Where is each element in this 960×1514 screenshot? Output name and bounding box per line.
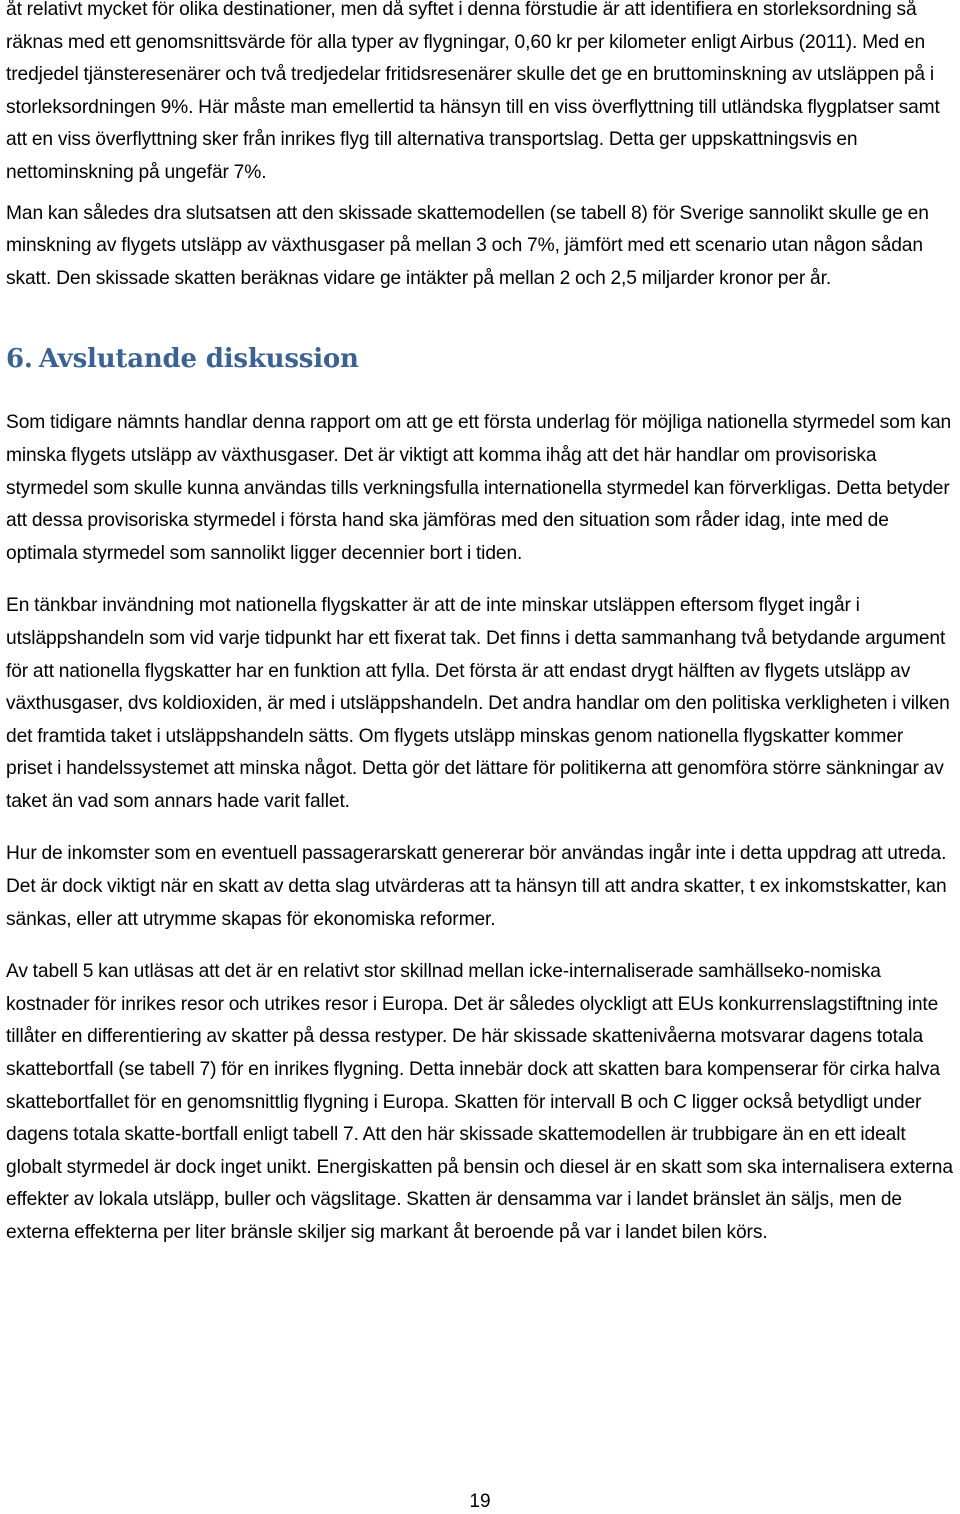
document-page xyxy=(6,0,954,1250)
page-number: 19 xyxy=(469,1491,491,1512)
paragraph-conclusion-tax-model: Man kan således dra slutsatsen att den skissade skattemodellen (se tabell 8) för Sverige sannolikt skulle ge en minskning av flygets utsläpp av växthusgaser på mellan 3 och 7%, jämfört med ett scenario utan någon sådan skatt. Den skissade skatten beräknas vidare ge intäkter på mellan 2 och 2,5 miljarder kronor per år. xyxy=(6,202,929,289)
paragraph-tax-revenue-use: Hur de inkomster som en eventuell passagerarskatt genererar bör användas ingår inte i detta uppdrag att utreda. Det är dock viktigt när en skatt av detta slag utvärderas att ta hänsyn till att andra skatter, t ex inkomstskatter, kan sänkas, eller att utrymme skapas för ekonomiska reformer. xyxy=(6,843,947,930)
section-title: Avslutande diskussion xyxy=(38,344,359,375)
paragraph-provisional-instruments: Som tidigare nämnts handlar denna rapport om att ge ett första underlag för möjliga nationella styrmedel som kan minska flygets utsläpp av växthusgaser. Det är viktigt att komma ihåg att det här handlar om provisoriska styrmedel som skulle kunna användas tills verkningsfulla internationella styrmedel kan förverkligas. Detta betyder att dessa provisoriska styrmedel i första hand ska jämföras med den situation som råder idag, inte med de optimala styrmedel som sannolikt ligger decennier bort i tiden. xyxy=(6,412,952,564)
paragraph-table-5-differences: Av tabell 5 kan utläsas att det är en relativt stor skillnad mellan icke-internaliserade samhällseko-nomiska kostnader för inrikes resor och utrikes resor i Europa. Det är således olyckligt att EUs konkurrenslagstiftning inte tillåter en differentiering av skatter på dessa restyper. De här skissade skattenivåerna motsvarar dagens totala skattebortfall (se tabell 7) för en inrikes flygning. Detta innebär dock att skatten bara kompenserar för cirka halva skattebortfallet för en genomsnittlig flygning i Europa. Skatten för intervall B och C ligger också betydligt under dagens totala skatte-bortfall enligt tabell 7. Att den här skissade skattemodellen är trubbigare än en ett idealt globalt styrmedel är dock inget unikt. Energiskatten på bensin och diesel är en skatt som ska internalisera externa effekter av lokala utsläpp, buller och vägslitage. Skatten är densamma var i landet bränslet än säljs, men de externa effekterna per liter bränsle skiljer sig markant åt beroende på var i landet bilen körs. xyxy=(6,961,953,1243)
section-heading xyxy=(6,339,954,379)
section-number: 6. xyxy=(6,344,33,375)
paragraph-airbus-estimate: åt relativt mycket för olika destinationer, men då syftet i denna förstudie är att identifiera en storleksordning så räknas med ett genomsnittsvärde för alla typer av flygningar, 0,60 kr per kilometer enligt Airbus (2011). Med en tredjedel tjänsteresenärer och två tredjedelar fritidsresenärer skulle det ge en bruttominskning av utsläppen på i storleksordningen 9%. Här måste man emellertid ta hänsyn till en viss överflyttning till utländska flygplatser samt att en viss överflyttning sker från inrikes flyg till alternativa transportslag. Detta ger uppskattningsvis en nettominskning på ungefär 7%. xyxy=(6,0,940,183)
paragraph-emissions-trading-argument: En tänkbar invändning mot nationella flygskatter är att de inte minskar utsläppen eftersom flyget ingår i utsläppshandeln som vid varje tidpunkt har ett fixerat tak. Det finns i detta sammanhang två betydande argument för att nationella flygskatter har en funktion att fylla. Det första är att endast drygt hälften av flygets utsläpp av växthusgaser, dvs koldioxiden, är med i utsläppshandeln. Det andra handlar om den politiska verkligheten i vilken det framtida taket i utsläppshandeln sätts. Om flygets utsläpp minskas genom nationella flygskatter kommer priset i handelssystemet att minska något. Detta gör det lättare för politikerna att genomföra större sänkningar av taket än vad som annars hade varit fallet. xyxy=(6,595,950,812)
